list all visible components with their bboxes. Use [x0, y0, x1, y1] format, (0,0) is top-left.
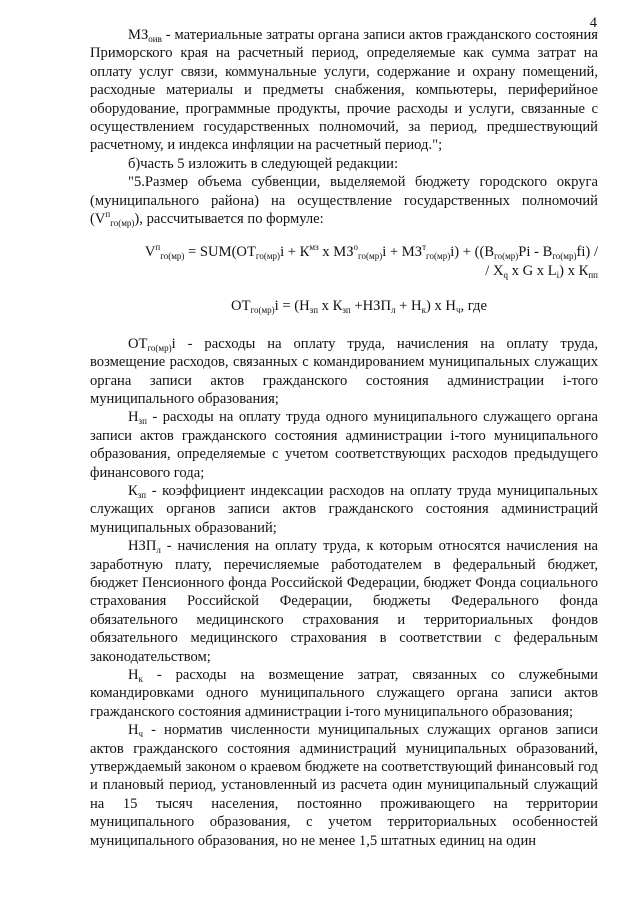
paragraph-kzp-definition: $К_{зп}$ - коэффициент индексации расходов на оплату труда муниципальных служащих органов записи актов гражданского состояния администраций муниципальных образований;: [90, 482, 598, 536]
paragraph-part5-intro: б)часть 5 изложить в следующей редакции:: [128, 155, 399, 172]
paragraph-nzp-definition: $НЗП_л$ - начисления на оплату труда, к которым относятся начисления на заработную плату, перечисляемые работодателем в федеральный бюджет, бюджет Пенсионного фонда Российской Федерации, бюджет Фонда социального страхования Российской Федерации, бюджеты Федерального фонда обязательного медицинского страхования и территориальных фондов обязательного медицинского страхования в соответствии с федеральным законодательством;: [90, 538, 598, 665]
page-number: 4: [589, 15, 597, 31]
paragraph-hzp-definition: $Н_{зп}$ - расходы на оплату труда одного муниципального служащего органа записи актов гражданского состояния администрации i-того муниципального образования, определяемые с учетом соответствующих расходов предыдущего финансового года;: [90, 409, 598, 481]
paragraph-subvention-size: "5.Размер объема субвенции, выделяемой бюджету городского округа (муниципального района) на осуществление государственных полномочий $(V^п_{го(мр)})$, рассчитывается по формуле:: [90, 174, 598, 229]
formula-labor-costs: $ОТ_{го(мр)}i = (Н_{зп}$ x $К_{зп} +НЗП_л + Н_к$) x $Н_ч$, где: [231, 298, 487, 316]
term-mz: МЗ: [128, 27, 149, 43]
document-body: [90, 26, 598, 850]
paragraph-mz-definition: $МЗ_{оив}$ - материальные затраты органа записи актов гражданского состояния Приморского края на расчетный период, определяемые как сумма затрат на оплату услуг связи, коммунальные услуги, содержание и охрану помещений, расходные материалы и предметы снабжения, компьютеры, периферийное оборудование, программные продукты, прочие расходы и услуги, связанные с осуществлением государственных полномочий, за период, предшествующий расчетному, и индекса инфляции на расчетный период.";: [90, 27, 598, 154]
paragraph-hch-definition: $Н_ч$ - норматив численности муниципальных служащих органов записи актов гражданского состояния администраций муниципальных образований, утверждаемый законом о краевом бюджете на соответствующий финансовый год и плановый период, установленный из расчета один муниципальный служащий на 15 тысяч населения, постоянно проживающего на территории муниципального образования, с учетом территориальных особенностей муниципального образования, но не менее 1,5 штатных единиц на один: [90, 722, 598, 849]
paragraph-ot-definition: $ОТ_{го(мр)}i$ - расходы на оплату труда, начисления на оплату труда, возмещение расходов, связанных с командированием муниципальных служащих органа записи актов гражданского состояния администрации i-того муниципального образования;: [90, 335, 598, 407]
formula-subvention: $V^п_{го(мр)} = SUM(ОТ_{го(мр)}i + К^{мз}$ x $МЗ^о_{го(мр)}i + МЗ^т_{го(мр)}i) + ((В_{го(мр)}Pi - В_{го(мр)}fi)$ / / $X_q$ x G x $L_i$) x $К_{пп}$: [144, 242, 598, 280]
paragraph-hk-definition: $Н_к$ - расходы на возмещение затрат, связанных со служебными командировками одного муниципального служащего органа записи актов гражданского состояния администрации i-того муниципального образования;: [90, 667, 598, 720]
